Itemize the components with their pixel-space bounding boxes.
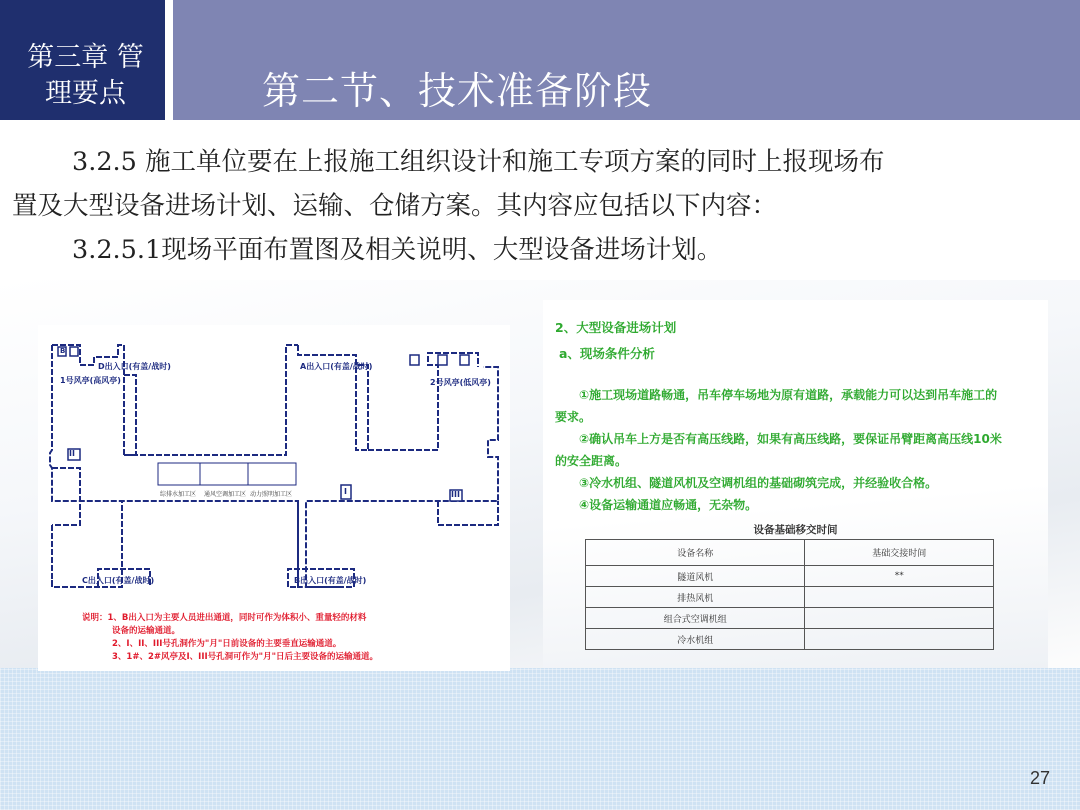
equipment-subheading: a、现场条件分析 <box>559 346 655 361</box>
equipment-heading: 2、大型设备进场计划 <box>555 320 677 335</box>
table-cell: 排热风机 <box>586 587 805 608</box>
table-cell: ** <box>805 566 994 587</box>
chapter-label-line1: 第三章 管 <box>27 42 144 73</box>
paragraph-line: 3.2.5.1现场平面布置图及相关说明、大型设备进场计划。 <box>72 235 723 265</box>
equipment-conditions <box>555 384 1040 516</box>
table-header-cell: 设备名称 <box>586 540 805 566</box>
label-wind-2: 2号风亭(低风亭) <box>430 378 491 387</box>
table-row <box>586 587 994 608</box>
paragraph-line: 置及大型设备进场计划、运输、仓储方案。其内容应包括以下内容： <box>12 191 778 221</box>
equipment-table <box>585 539 994 650</box>
table-header-row <box>586 540 994 566</box>
equipment-plan-image <box>543 300 1048 668</box>
chapter-label <box>0 0 165 120</box>
section-title: 第二节、技术准备阶段 <box>262 69 653 113</box>
label-exit-a: A出入口(有盖/战时) <box>300 362 373 371</box>
condition-line: ②确认吊车上方是否有高压线路，如果有高压线路，要保证吊臂距离高压线10米 <box>579 432 1002 446</box>
condition-line: 的安全距离。 <box>555 454 628 468</box>
label-roman-3: III <box>451 490 460 499</box>
paragraph-line: 3.2.5 施工单位要在上报施工组织设计和施工专项方案的同时上报现场布 <box>72 147 885 177</box>
plan-notes <box>82 612 378 664</box>
condition-line: ①施工现场道路畅通，吊车停车场地为原有道路，承载能力可以达到吊车施工的 <box>579 388 998 402</box>
body-text <box>12 140 1072 272</box>
table-cell <box>805 629 994 650</box>
plan-note: 2、I、II、III号孔洞作为"月"日前设备的主要垂直运输通道。 <box>112 639 342 649</box>
label-wind-1: 1号风亭(高风亭) <box>60 376 121 385</box>
table-header-cell: 基础交接时间 <box>805 540 994 566</box>
table-cell <box>805 587 994 608</box>
plan-note: 3、1#、2#风亭及I、III号孔洞可作为"月"日后主要设备的运输通道。 <box>112 652 378 662</box>
table-title: 设备基础移交时间 <box>753 524 838 536</box>
condition-line: 要求。 <box>555 410 592 424</box>
table-cell <box>805 608 994 629</box>
table-row <box>586 608 994 629</box>
plan-note: 设备的运输通道。 <box>112 626 181 636</box>
label-box-b: B <box>60 347 66 355</box>
label-zone-1: 综排水加工区 <box>160 491 197 498</box>
label-exit-d: D出入口(有盖/战时) <box>98 362 171 371</box>
table-row <box>586 629 994 650</box>
page-number: 27 <box>1029 768 1050 788</box>
condition-line: ③冷水机组、隧道风机及空调机组的基础砌筑完成，并经验收合格。 <box>579 476 938 490</box>
label-roman-2: II <box>69 449 75 458</box>
bottom-band <box>0 668 1080 810</box>
header-divider <box>165 0 173 120</box>
plan-note: 说明：1、B出入口为主要人员进出通道，同时可作为体积小、重量轻的材料 <box>82 613 367 623</box>
label-exit-b: B出入口(有盖/战时) <box>294 576 367 585</box>
table-cell: 组合式空调机组 <box>586 608 805 629</box>
label-zone-2: 通风空调加工区 <box>204 491 247 498</box>
condition-line: ④设备运输通道应畅通，无杂物。 <box>579 498 758 512</box>
label-zone-3: 动力照明加工区 <box>250 491 293 498</box>
chapter-label-line2: 理要点 <box>45 78 126 109</box>
table-row <box>586 566 994 587</box>
table-cell: 冷水机组 <box>586 629 805 650</box>
label-exit-c: C出入口(有盖/战时) <box>82 576 155 585</box>
table-cell: 隧道风机 <box>586 566 805 587</box>
label-roman-1: I <box>344 487 347 496</box>
